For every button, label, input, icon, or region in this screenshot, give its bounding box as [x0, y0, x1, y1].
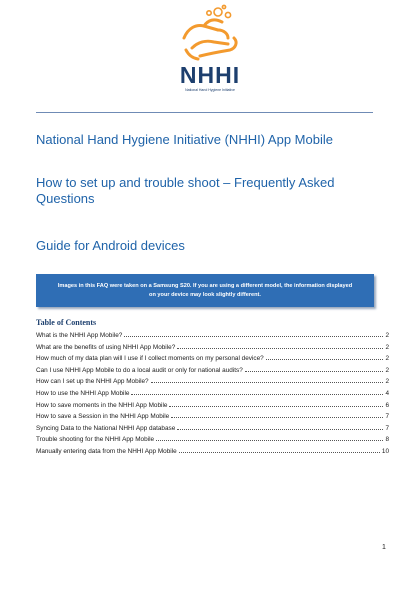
toc-entry-label: How to save moments in the NHHI App Mobile	[36, 401, 168, 409]
toc-leader	[151, 377, 384, 383]
toc-entry[interactable]	[36, 435, 389, 447]
device-note-text: Images in this FAQ were taken on a Samsung S20. If you are using a different model, the information displayed on your device may look slightly different.	[57, 282, 353, 298]
toc-leader	[131, 389, 383, 395]
toc-entry-page: 8	[385, 436, 389, 444]
toc-entry-page: 7	[385, 424, 389, 432]
toc-entry-page: 2	[385, 332, 389, 339]
toc-entry[interactable]	[36, 412, 389, 424]
toc-entry-label: How to use the NHHI App Mobile	[36, 389, 130, 397]
faq-subtitle: How to set up and trouble shoot – Frequently Asked Questions	[36, 175, 335, 206]
toc-leader	[156, 435, 383, 441]
nhhi-logo	[160, 4, 260, 90]
toc-leader	[245, 366, 384, 372]
toc-heading: Table of Contents	[36, 318, 97, 327]
logo-wordmark: NHHI	[179, 62, 241, 88]
page-number: 1	[382, 544, 386, 551]
logo-subtitle: National Hand Hygiene Initiative	[185, 88, 235, 92]
toc-entry-label: How can I set up the NHHI App Mobile?	[36, 378, 149, 386]
toc-entry-page: 4	[385, 389, 389, 397]
toc-entry-page: 10	[381, 447, 389, 455]
device-note-banner	[36, 274, 374, 307]
toc-entry-label: Can I use NHHI App Mobile to do a local audit or only for national audits?	[36, 366, 243, 374]
toc-entry-label: What is the NHHI App Mobile?	[36, 332, 123, 339]
toc-leader	[124, 331, 383, 337]
toc-entry-page: 2	[385, 355, 389, 363]
header-divider	[36, 112, 373, 113]
toc-leader	[177, 424, 383, 430]
toc-entry-page: 2	[385, 378, 389, 386]
toc-entry[interactable]	[36, 343, 389, 355]
toc-entry-page: 2	[385, 343, 389, 351]
toc-leader	[169, 401, 383, 407]
toc-entry-page: 2	[385, 366, 389, 374]
toc-entry[interactable]	[36, 389, 389, 401]
toc-entry[interactable]	[36, 424, 389, 436]
toc-entry-label: Manually entering data from the NHHI App Mobile	[36, 447, 177, 455]
toc-entry[interactable]	[36, 366, 389, 378]
toc-entry-page: 6	[385, 401, 389, 409]
toc-leader	[177, 343, 383, 349]
toc-entry[interactable]	[36, 401, 389, 413]
toc-entry-label: How to save a Session in the NHHI App Mobile	[36, 413, 170, 421]
toc-entry[interactable]	[36, 354, 389, 366]
toc-entry-label: What are the benefits of using NHHI App Mobile?	[36, 343, 176, 351]
toc-entry[interactable]	[36, 447, 389, 459]
toc-leader	[179, 447, 380, 453]
toc-entry[interactable]	[36, 377, 389, 389]
toc-entry-label: Syncing Data to the National NHHI App database	[36, 424, 176, 432]
toc-leader	[266, 354, 384, 360]
guide-subtitle: Guide for Android devices	[36, 238, 185, 253]
toc-entry-label: How much of my data plan will I use if I collect moments on my personal device?	[36, 355, 264, 363]
toc-entry-page: 7	[385, 413, 389, 421]
washing-hands-icon	[178, 4, 242, 62]
toc-leader	[171, 412, 383, 418]
toc-entry-label: Trouble shooting for the NHHI App Mobile	[36, 436, 155, 444]
document-title: National Hand Hygiene Initiative (NHHI) App Mobile	[36, 132, 333, 147]
table-of-contents	[36, 331, 389, 459]
toc-entry[interactable]	[36, 331, 389, 343]
